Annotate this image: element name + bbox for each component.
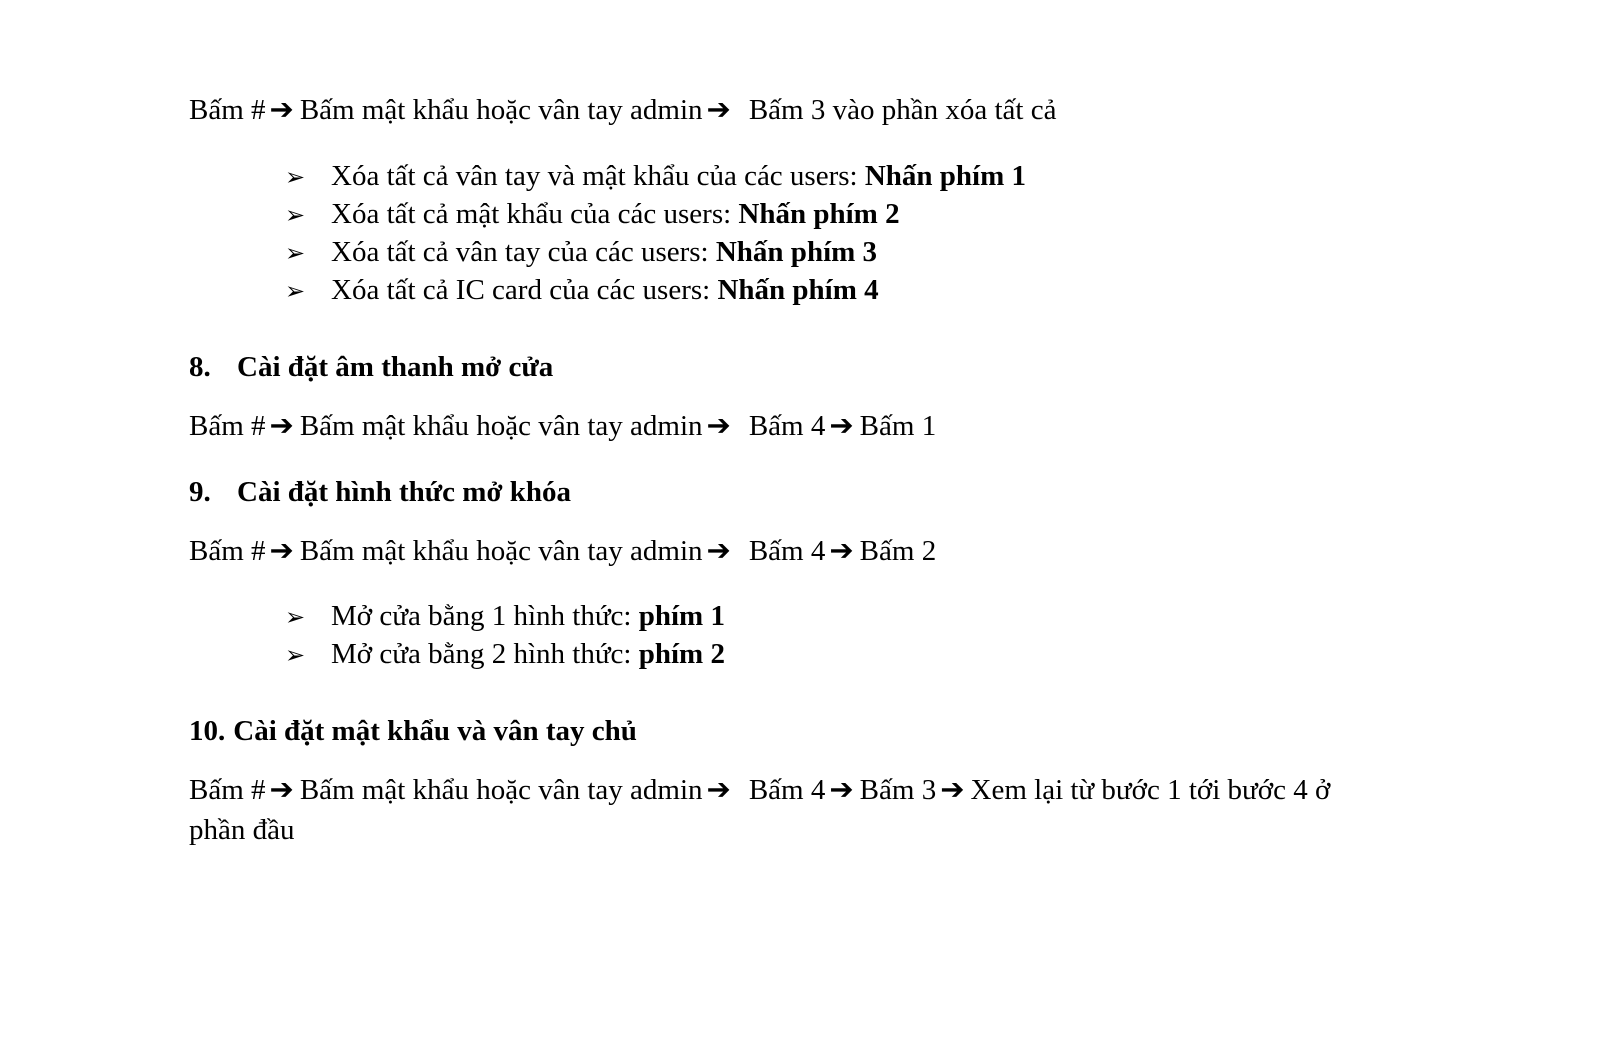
section-title: Cài đặt mật khẩu và vân tay chủ — [233, 715, 637, 747]
arrowhead-bullet-icon: ➢ — [285, 603, 306, 631]
arrow-right-icon: ➔ — [940, 774, 965, 806]
step-text: Bấm 3 vào phần xóa tất cả — [748, 94, 1057, 126]
arrowhead-bullet-icon: ➢ — [285, 201, 306, 229]
arrowhead-bullet-icon: ➢ — [285, 239, 306, 267]
arrow-right-icon: ➔ — [706, 535, 731, 567]
list-item: ➢ Xóa tất cả mật khẩu của các users: Nhấn phím 2 — [285, 196, 900, 233]
sec10-instruction — [189, 772, 1330, 808]
step-text: Bấm 2 — [859, 535, 937, 567]
section-heading: 10. Cài đặt mật khẩu và vân tay chủ — [189, 715, 637, 747]
step-text: Bấm mật khẩu hoặc vân tay admin — [299, 535, 703, 567]
sec10-continuation: phần đầu — [189, 814, 295, 846]
step-text: Bấm 1 — [859, 410, 937, 442]
arrow-right-icon: ➔ — [269, 774, 294, 806]
list-item: ➢ Mở cửa bằng 1 hình thức: phím 1 — [285, 598, 725, 635]
list-item: ➢ Xóa tất cả IC card của các users: Nhấn phím 4 — [285, 272, 879, 309]
step-text: Bấm mật khẩu hoặc vân tay admin — [299, 774, 703, 806]
step-text: Bấm # — [189, 774, 266, 806]
sec8-instruction — [189, 408, 936, 444]
arrow-right-icon: ➔ — [829, 774, 854, 806]
arrow-right-icon: ➔ — [269, 410, 294, 442]
sec7-instruction — [189, 92, 1056, 128]
arrow-right-icon: ➔ — [706, 410, 731, 442]
step-text: Bấm # — [189, 535, 266, 567]
step-text: Bấm 4 — [748, 774, 826, 806]
arrow-right-icon: ➔ — [269, 94, 294, 126]
section-title: Cài đặt hình thức mở khóa — [237, 476, 572, 508]
list-item: ➢ Mở cửa bằng 2 hình thức: phím 2 — [285, 636, 725, 673]
step-text: Bấm # — [189, 410, 266, 442]
arrow-right-icon: ➔ — [269, 535, 294, 567]
step-text: Bấm 4 — [748, 535, 826, 567]
arrow-right-icon: ➔ — [706, 774, 731, 806]
step-text: Xem lại từ bước 1 tới bước 4 ở — [970, 774, 1331, 806]
arrowhead-bullet-icon: ➢ — [285, 163, 306, 191]
section-title: Cài đặt âm thanh mở cửa — [237, 351, 554, 383]
arrowhead-bullet-icon: ➢ — [285, 641, 306, 669]
arrow-right-icon: ➔ — [829, 535, 854, 567]
step-text: Bấm mật khẩu hoặc vân tay admin — [299, 410, 703, 442]
section-heading: 9. Cài đặt hình thức mở khóa — [189, 476, 572, 508]
sec9-instruction — [189, 533, 936, 569]
list-item: ➢ Xóa tất cả vân tay của các users: Nhấn phím 3 — [285, 234, 877, 271]
step-text: Bấm 4 — [748, 410, 826, 442]
arrowhead-bullet-icon: ➢ — [285, 277, 306, 305]
arrow-right-icon: ➔ — [706, 94, 731, 126]
step-text: Bấm 3 — [859, 774, 937, 806]
step-text: Bấm mật khẩu hoặc vân tay admin — [299, 94, 703, 126]
section-heading: 8. Cài đặt âm thanh mở cửa — [189, 351, 554, 383]
step-text: Bấm # — [189, 94, 266, 126]
list-item: ➢ Xóa tất cả vân tay và mật khẩu của các users: Nhấn phím 1 — [285, 158, 1026, 195]
arrow-right-icon: ➔ — [829, 410, 854, 442]
